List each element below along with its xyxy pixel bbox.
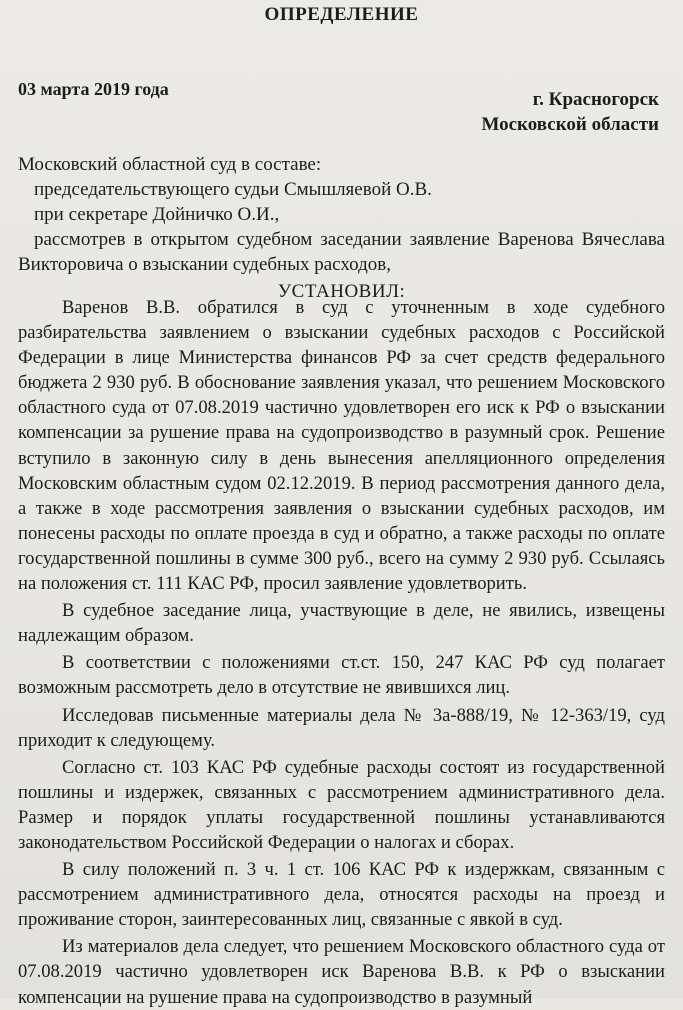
intro-line-court: Московский областной суд в составе: (18, 154, 322, 175)
paragraph-notice: В судебное заседание лица, участвующие в деле, не явились, извещены надлежащим образом. (18, 600, 665, 647)
section-heading: УСТАНОВИЛ: (277, 281, 406, 302)
paragraph-expenses-law: В силу положений п. 3 ч. 1 ст. 106 КАС РФ к издержкам, связанным с рассмотрением административного дела, относятся расходы на проезд и проживание сторон, заинтересованных лиц, связанные с явкой в суд. (18, 859, 665, 931)
paragraph-materials: Исследовав письменные материалы дела № 3а-888/19, № 12-363/19, суд приходит к следующему. (18, 704, 665, 751)
document-date: 03 марта 2019 года (18, 79, 169, 99)
intro-line-considered: рассмотрев в открытом судебном заседании заявление Варенова Вячеслава (34, 229, 665, 250)
document-city: г. Красногорск (532, 89, 659, 110)
document-region: Московской области (481, 114, 659, 135)
paragraph-costs-law: Согласно ст. 103 КАС РФ судебные расходы состоят из государственной пошлины и издержек, связанных с рассмотрением административного дела. Размер и порядок уплаты государственной пошлины устанавливаются законодательством Российской Федерации о налогах и сборах. (18, 756, 665, 853)
document-body (18, 295, 665, 1010)
court-composition (18, 152, 665, 277)
intro-line-judge: председательствующего судьи Смышляевой О.В. (34, 179, 432, 200)
document-title: ОПРЕДЕЛЕНИЕ (264, 4, 419, 25)
paragraph-absence: В соответствии с положениями ст.ст. 150, 247 КАС РФ суд полагает возможным рассмотреть дело в отсутствие не явившихся лиц. (18, 652, 665, 699)
paragraph-claim: Варенов В.В. обратился в суд с уточненным в ходе судебного разбирательства заявлением о взыскании судебных расходов с Российской Федерации в лице Министерства финансов РФ за счет средств федерального бюджета 2 930 руб. В обоснование заявления указал, что решением Московского областного суда от 07.08.2019 частично удовлетворен его иск к РФ о взыскании компенсации за рушение права на судопроизводство в разумный срок. Решение вступило в законную силу в день вынесения апелляционного определения Московским областным судом 02.12.2019. В период рассмотрения данного дела, а также в ходе рассмотрения заявления о взыскании судебных расходов, им понесены расходы по оплате проезда в суд и обратно, а также расходы по оплате государственной пошлины в сумме 300 руб., всего на сумму 2 930 руб. Ссылаясь на положения ст. 111 КАС РФ, просил заявление удовлетворить. (18, 297, 665, 595)
intro-line-subject: Викторовича о взыскании судебных расходов, (18, 254, 391, 275)
intro-line-secretary: при секретаре Дойничко О.И., (34, 204, 280, 225)
paragraph-decision: Из материалов дела следует, что решением Московского областного суда от 07.08.2019 частично удовлетворен иск Варенова В.В. к РФ о взыскании компенсации на рушение права на судопроизводство в разумный (18, 936, 665, 1008)
